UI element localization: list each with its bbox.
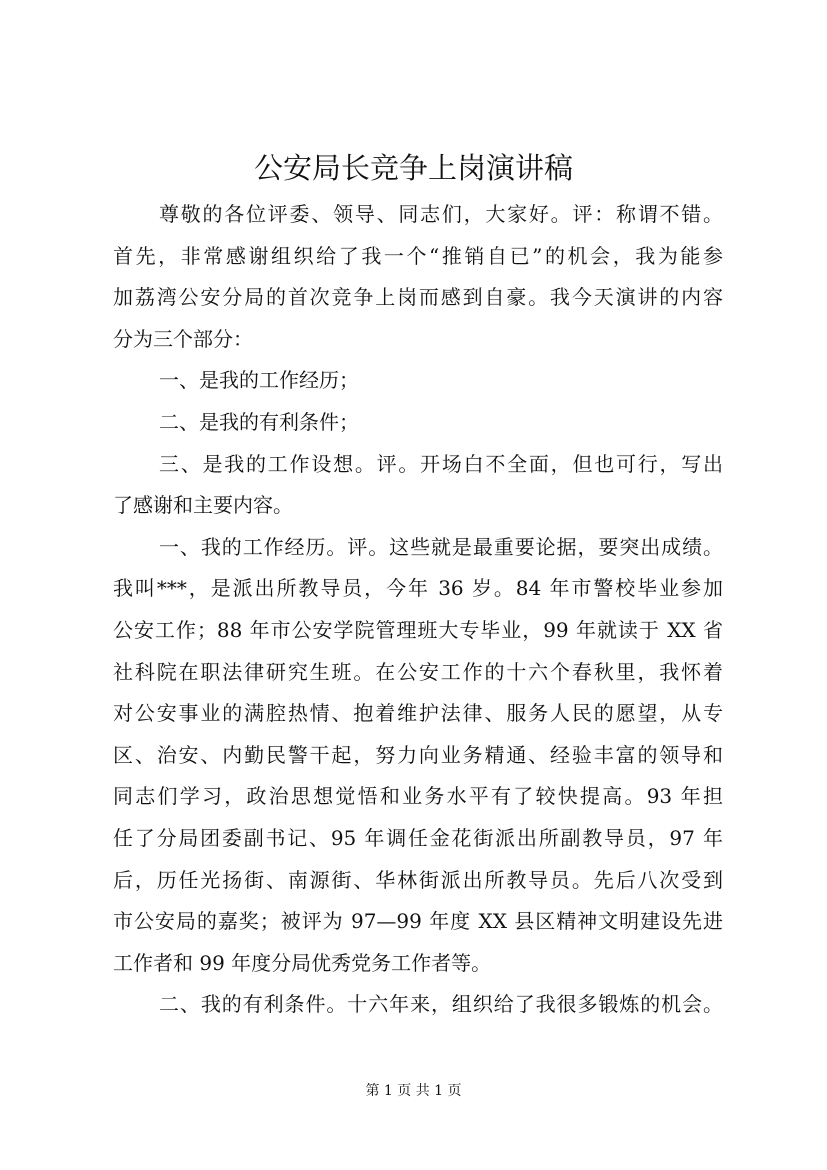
document-body: [113, 194, 723, 1026]
paragraph-line: 工作者和 99 年度分局优秀党务工作者等。: [113, 950, 492, 975]
document-title: 公安局长竞争上岗演讲稿: [253, 151, 573, 185]
section-heading-line: 二、我的有利条件。十六年来，组织给了我很多锻炼的机会。: [159, 992, 723, 1017]
paragraph-line: 分为三个部分：: [113, 326, 253, 351]
paragraph-line: 公安工作；88 年市公安学院管理班大专毕业，99 年就读于 XX 省: [113, 617, 723, 642]
paragraph-line: 对公安事业的满腔热情、抱着维护法律、服务人民的愿望，从专: [113, 701, 723, 726]
paragraph-line: 后，历任光扬街、南源街、华林街派出所教导员。先后八次受到: [113, 867, 723, 892]
section-heading-line: 一、我的工作经历。评。这些就是最重要论据，要突出成绩。: [159, 534, 723, 559]
paragraph-line: 区、治安、内勤民警干起，努力向业务精通、经验丰富的领导和: [113, 742, 723, 767]
paragraph-line: 社科院在职法律研究生班。在公安工作的十六个春秋里，我怀着: [113, 659, 723, 684]
paragraph-line: 我叫***，是派出所教导员，今年 36 岁。84 年市警校毕业参加: [113, 576, 723, 601]
page-footer: 第 1 页 共 1 页: [365, 1083, 462, 1099]
list-item: 二、是我的有利条件；: [159, 409, 359, 434]
paragraph-line: 同志们学习，政治思想觉悟和业务水平有了较快提高。93 年担: [113, 784, 723, 809]
paragraph-line: 加荔湾公安分局的首次竞争上岗而感到自豪。我今天演讲的内容: [113, 285, 723, 310]
paragraph-line: 了感谢和主要内容。: [113, 493, 293, 518]
list-item: 三、是我的工作设想。评。开场白不全面，但也可行，写出: [159, 451, 723, 476]
paragraph-line: 尊敬的各位评委、领导、同志们，大家好。评：称谓不错。: [159, 202, 723, 226]
paragraph-line: 任了分局团委副书记、95 年调任金花街派出所副教导员，97 年: [113, 825, 723, 850]
paragraph-line: 首先，非常感谢组织给了我一个“推销自已”的机会，我为能参: [113, 243, 723, 268]
list-item: 一、是我的工作经历；: [159, 368, 359, 393]
paragraph-line: 市公安局的嘉奖；被评为 97—99 年度 XX 县区精神文明建设先进: [113, 909, 723, 934]
